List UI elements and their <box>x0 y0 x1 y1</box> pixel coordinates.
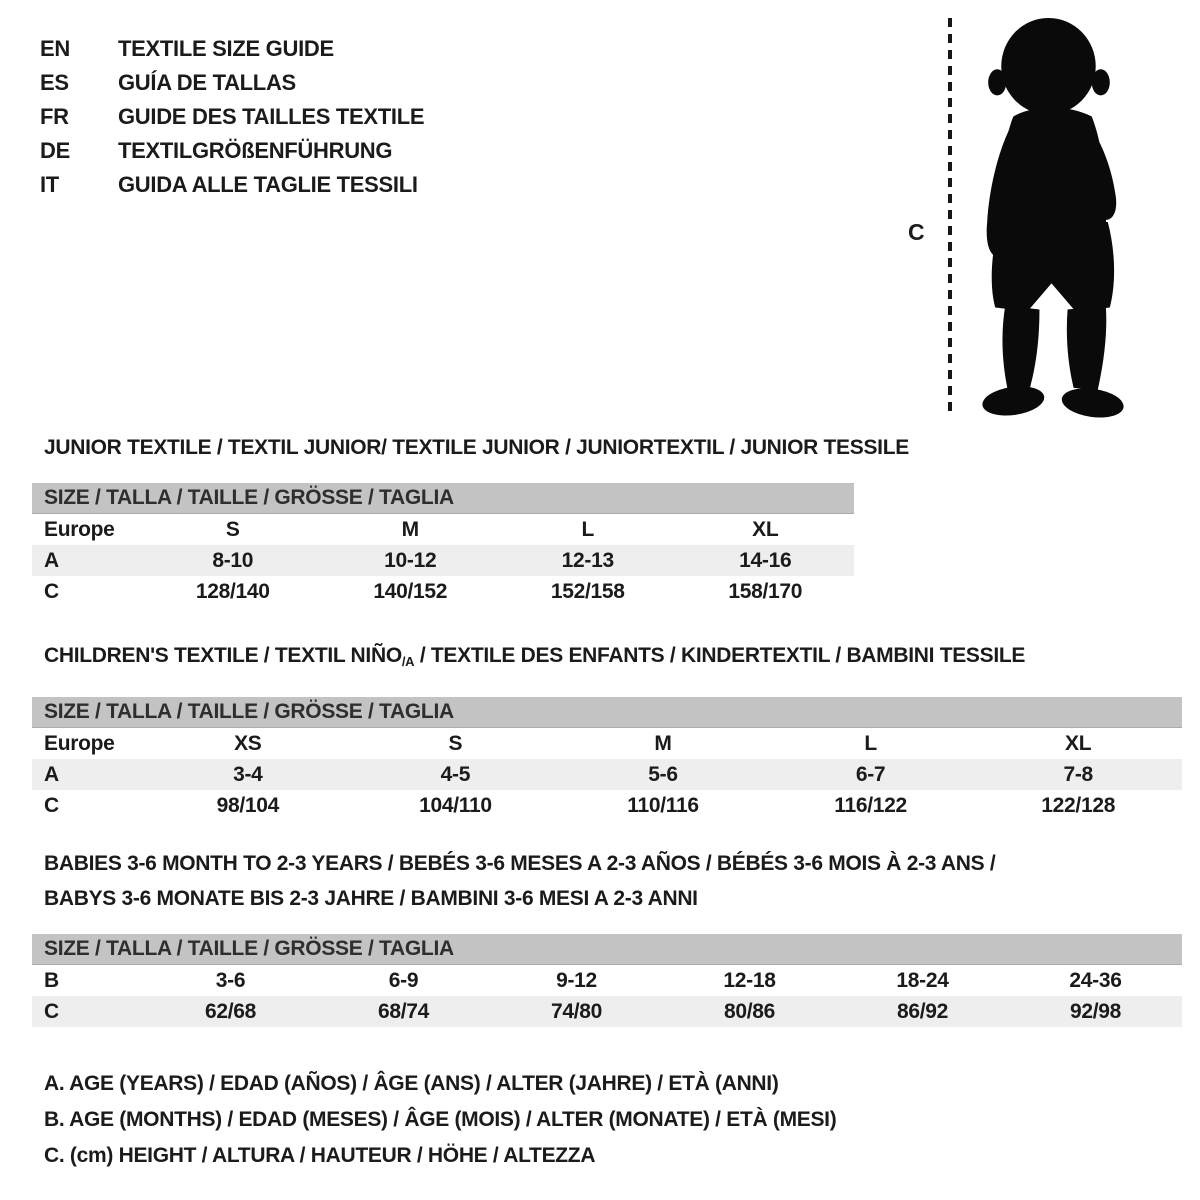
size-value-cell: 12-18 <box>723 968 776 992</box>
language-code: EN <box>40 36 70 61</box>
size-value-cell: 14-16 <box>739 548 792 572</box>
size-value-cell: 24-36 <box>1069 968 1122 992</box>
size-value-cell: L <box>864 731 877 755</box>
size-value-cell: 92/98 <box>1069 999 1122 1023</box>
size-value-cell: 140/152 <box>373 579 448 603</box>
language-list <box>40 32 424 202</box>
size-value-cell: 10-12 <box>384 548 437 572</box>
row-label: Europe <box>44 731 115 755</box>
height-measure-label: C <box>908 219 925 245</box>
size-value-cell: M <box>401 517 419 541</box>
size-value-cell: XL <box>752 517 779 541</box>
size-value-cell: 122/128 <box>1041 793 1116 817</box>
section-childrens-textile <box>32 638 1182 821</box>
legend-line-c: C. (cm) HEIGHT / ALTURA / HAUTEUR / HÖHE / ALTEZZA <box>44 1144 596 1167</box>
section-title-line: JUNIOR TEXTILE / TEXTIL JUNIOR/ TEXTILE JUNIOR / JUNIORTEXTIL / JUNIOR TESSILE <box>44 436 909 459</box>
table-row <box>32 759 1182 790</box>
guide-title: TEXTILE SIZE GUIDE <box>118 36 334 61</box>
size-table-body <box>32 514 854 607</box>
section-junior-textile <box>32 430 909 607</box>
section-title-part: /A <box>401 654 415 669</box>
size-value-cell: S <box>225 517 240 541</box>
size-value-cell: XS <box>234 731 262 755</box>
size-value-cell: 4-5 <box>440 762 471 786</box>
table-row <box>32 728 1182 759</box>
table-row <box>32 996 1182 1027</box>
row-label: B <box>44 968 59 992</box>
size-value-cell: M <box>654 731 672 755</box>
size-table-body <box>32 965 1182 1027</box>
legend-line-b: B. AGE (MONTHS) / EDAD (MESES) / ÂGE (MOIS) / ALTER (MONATE) / ETÀ (MESI) <box>44 1108 837 1131</box>
language-code: ES <box>40 70 69 95</box>
language-row <box>40 100 424 134</box>
size-value-cell: 6-9 <box>388 968 419 992</box>
language-row <box>40 66 424 100</box>
size-value-cell: 152/158 <box>550 579 625 603</box>
size-value-cell: 9-12 <box>556 968 597 992</box>
section-title-line: BABIES 3-6 MONTH TO 2-3 YEARS / BEBÉS 3-6 MESES A 2-3 AÑOS / BÉBÉS 3-6 MOIS À 2-3 ANS / <box>44 852 996 875</box>
table-row <box>32 545 854 576</box>
language-code: DE <box>40 138 70 163</box>
section-title-part: CHILDREN'S TEXTILE / TEXTIL NIÑO <box>44 644 402 667</box>
height-measure-dashed-line <box>948 18 952 416</box>
section-title <box>44 430 909 465</box>
guide-title: GUIDE DES TAILLES TEXTILE <box>118 104 425 129</box>
size-header-bar: SIZE / TALLA / TAILLE / GRÖSSE / TAGLIA <box>32 934 1182 965</box>
size-value-cell: 62/68 <box>204 999 257 1023</box>
size-value-cell: 5-6 <box>648 762 678 786</box>
size-value-cell: 7-8 <box>1063 762 1093 786</box>
section-title-part: / TEXTILE DES ENFANTS / KINDERTEXTIL / BAMBINI TESSILE <box>414 644 1026 667</box>
language-row <box>40 168 424 202</box>
row-label: C <box>44 579 59 603</box>
size-value-cell: 3-4 <box>233 762 263 786</box>
row-label: Europe <box>44 517 115 541</box>
row-label: A <box>44 762 59 786</box>
section-title-line: BABYS 3-6 MONATE BIS 2-3 JAHRE / BAMBINI 3-6 MESI A 2-3 ANNI <box>44 887 698 910</box>
section-babies-textile <box>32 846 1182 1027</box>
language-row <box>40 134 424 168</box>
size-header-bar: SIZE / TALLA / TAILLE / GRÖSSE / TAGLIA <box>32 697 1182 728</box>
toddler-silhouette-icon <box>962 16 1140 418</box>
size-value-cell: 18-24 <box>896 968 949 992</box>
language-row <box>40 32 424 66</box>
section-title <box>44 846 1182 916</box>
section-title-line <box>44 638 1182 679</box>
size-value-cell: 110/116 <box>627 793 699 817</box>
size-value-cell: 8-10 <box>212 548 254 572</box>
guide-title: GUIDA ALLE TAGLIE TESSILI <box>118 172 418 197</box>
size-value-cell: 12-13 <box>561 548 614 572</box>
size-value-cell: L <box>581 517 595 541</box>
legend-line-a: A. AGE (YEARS) / EDAD (AÑOS) / ÂGE (ANS) / ALTER (JAHRE) / ETÀ (ANNI) <box>44 1072 779 1095</box>
size-table <box>32 697 1182 821</box>
table-row <box>32 790 1182 821</box>
size-value-cell: 3-6 <box>215 968 246 992</box>
table-row <box>32 965 1182 996</box>
table-row <box>32 576 854 607</box>
section-title <box>44 638 1182 679</box>
guide-title: GUÍA DE TALLAS <box>118 70 296 95</box>
size-value-cell: 68/74 <box>377 999 430 1023</box>
legend <box>44 1066 836 1174</box>
size-value-cell: XL <box>1065 731 1092 755</box>
language-code: IT <box>40 172 59 197</box>
table-row <box>32 514 854 545</box>
size-table <box>32 934 1182 1027</box>
language-code: FR <box>40 104 69 129</box>
size-value-cell: 104/110 <box>419 793 492 817</box>
row-label: A <box>44 548 59 572</box>
size-table <box>32 483 854 607</box>
size-table-body <box>32 728 1182 821</box>
size-value-cell: S <box>448 731 463 755</box>
size-value-cell: 116/122 <box>834 793 907 817</box>
size-value-cell: 128/140 <box>195 579 270 603</box>
size-header-bar: SIZE / TALLA / TAILLE / GRÖSSE / TAGLIA <box>32 483 854 514</box>
size-value-cell: 86/92 <box>896 999 949 1023</box>
size-value-cell: 98/104 <box>216 793 280 817</box>
size-value-cell: 74/80 <box>550 999 603 1023</box>
row-label: C <box>44 999 59 1023</box>
size-value-cell: 80/86 <box>723 999 776 1023</box>
size-value-cell: 158/170 <box>728 579 803 603</box>
size-value-cell: 6-7 <box>855 762 886 786</box>
row-label: C <box>44 793 59 817</box>
guide-title: TEXTILGRÖßENFÜHRUNG <box>118 138 393 163</box>
